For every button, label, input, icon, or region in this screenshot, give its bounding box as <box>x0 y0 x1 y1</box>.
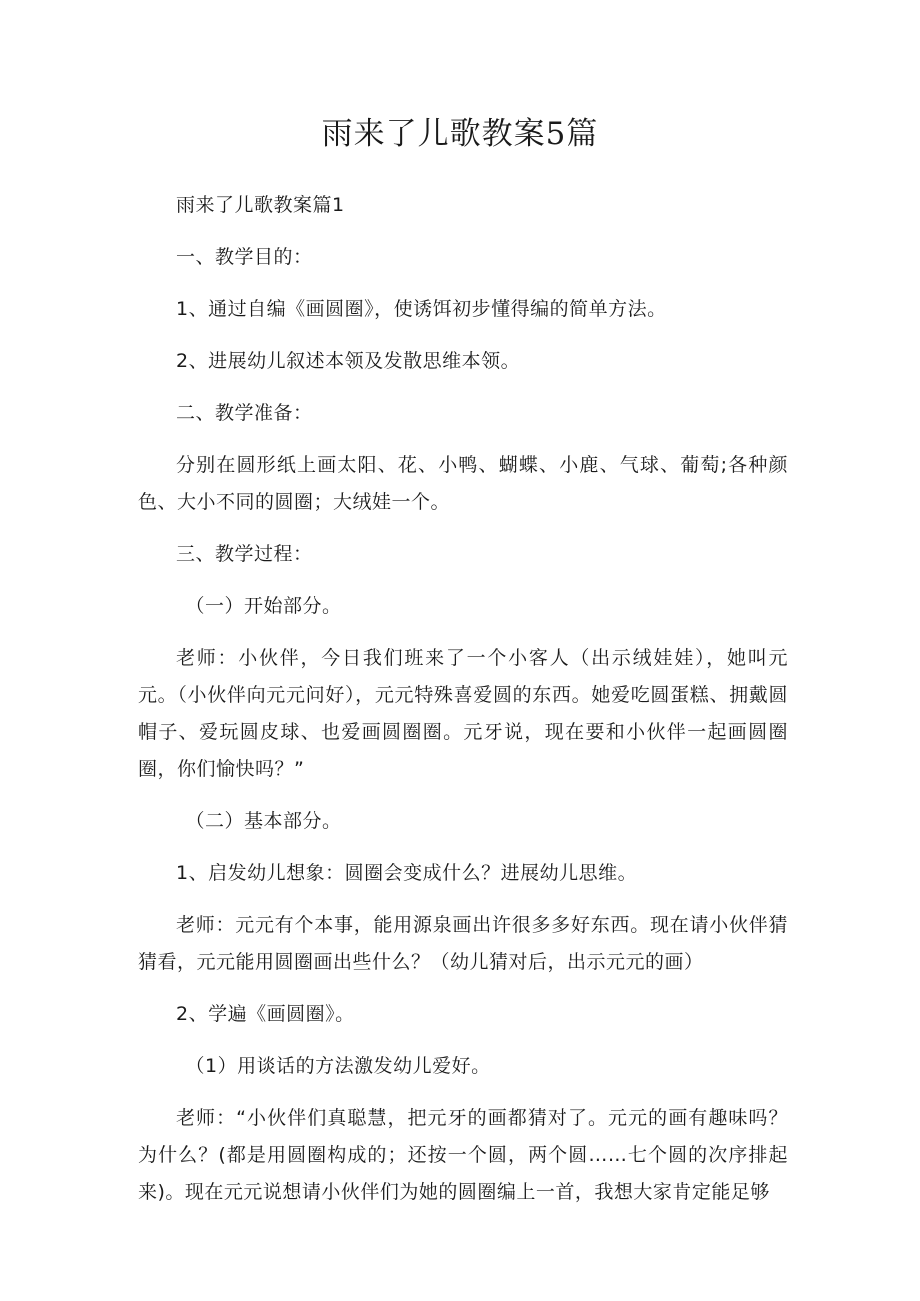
paragraph-opening-part: （一）开始部分。 <box>185 595 342 617</box>
paragraph-step-2: 2、学遍《画圆圈》。 <box>176 1003 355 1025</box>
paragraph-process-heading: 三、教学过程： <box>176 543 313 565</box>
paragraph-preparation-heading: 二、教学准备： <box>176 402 313 424</box>
paragraph-objective-1: 1、通过自编《画圆圈》，使诱饵初步懂得编的简单方法。 <box>176 298 667 320</box>
paragraph-basic-part: （二）基本部分。 <box>185 810 342 832</box>
paragraph-objectives-heading: 一、教学目的： <box>176 246 313 268</box>
paragraph-objective-2: 2、进展幼儿叙述本领及发散思维本领。 <box>176 350 521 372</box>
paragraph-preparation-text: 分别在圆形纸上画太阳、花、小鸭、蝴蝶、小鹿、气球、葡萄;各种颜色、大小不同的圆圈；大绒娃一个。 <box>138 454 788 513</box>
paragraph-step-1: 1、启发幼儿想象：圆圈会变成什么？进展幼儿思维。 <box>176 862 638 884</box>
paragraph-section-heading: 雨来了儿歌教案篇1 <box>176 194 345 216</box>
paragraph-teacher-guess: 老师：元元有个本事，能用源泉画出许很多多好东西。现在请小伙伴猜猜看，元元能用圆圈画出些什么？（幼儿猜对后，出示元元的画） <box>138 914 788 973</box>
paragraph-teacher-intro: 老师：小伙伴，今日我们班来了一个小客人（出示绒娃娃），她叫元元。（小伙伴向元元问好），元元特殊喜爱圆的东西。她爱吃圆蛋糕、拥戴圆帽子、爱玩圆皮球、也爱画圆圈圈。元牙说，现在要和小伙伴一起画圆圈圈，你们愉快吗？” <box>138 647 788 780</box>
paragraph-teacher-praise: 老师：“小伙伴们真聪慧，把元牙的画都猜对了。元元的画有趣味吗？为什么？(都是用圆圈构成的；还按一个圆，两个圆……七个圆的次序排起来)。现在元元说想请小伙伴们为她的圆圈编上一首，我想大家肯定能足够 <box>138 1107 788 1203</box>
document-title: 雨来了儿歌教案5篇 <box>321 116 599 152</box>
document-body <box>138 187 788 1226</box>
paragraph-step-2-1: （1）用谈话的方法激发幼儿爱好。 <box>185 1055 491 1077</box>
